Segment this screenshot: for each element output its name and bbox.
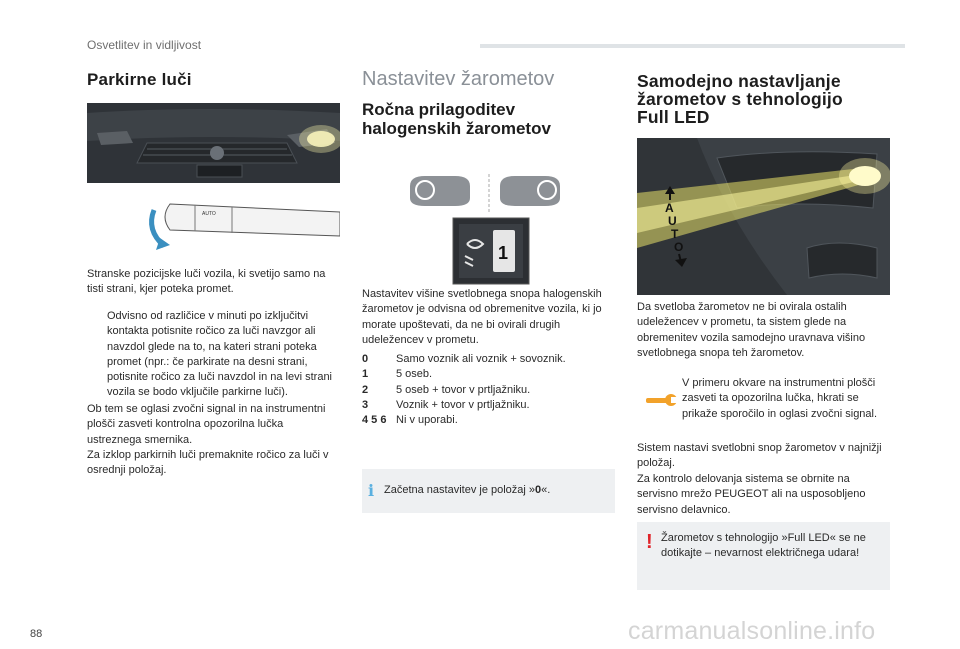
- full-led-intro: Da svetloba žarometov ne bi ovirala ostalih udeležencev v prometu, ta sistem glede na obremenitev vozila samodejno uravnava višino svetlobnega snopa teh žarometov.: [637, 301, 866, 359]
- car-front-illustration: [87, 103, 340, 183]
- wrench-icon: [644, 391, 678, 409]
- manual-adjust-intro: Nastavitev višine svetlobnega snopa halogenskih žarometov je odvisna od obremenitve vozila, ki jo morate upoštevati, da ne bi ovirali drugih udeležencev v prometu.: [362, 288, 602, 346]
- parking-lights-title: Parkirne luči: [87, 70, 192, 89]
- bullet-marker: [87, 309, 99, 401]
- level-desc: Samo voznik ali voznik + sovoznik.: [396, 353, 566, 365]
- initial-setting-text: [384, 483, 550, 498]
- level-desc: 5 oseb.: [396, 368, 433, 381]
- initial-setting-note: [362, 469, 615, 513]
- parking-lights-instruction: Odvisno od različice v minuti po izključitvi kontakta potisnite ročico za luči navzgor ali navzdol glede na to, na kateri strani poteka promet (npr.: če parkirate na desni strani, potisnite ročico za luči navzdol in na levi strani vozila se bodo vključile parkirne luči).: [107, 310, 333, 399]
- warning-icon: !: [646, 531, 653, 553]
- car-front-svg: [87, 103, 340, 183]
- level-desc: Ni v uporabi.: [396, 414, 458, 427]
- stalk-auto-label: AUTO: [202, 211, 216, 217]
- level-row-3: [362, 398, 615, 413]
- level-row-0: [362, 352, 615, 367]
- auto-letter-t: T: [671, 227, 679, 241]
- level-key: 3: [362, 398, 369, 411]
- wrench-icon-svg: [644, 391, 678, 409]
- manual-adjust-subtitle: Ročna prilagoditev halogenskih žarometov: [362, 100, 551, 138]
- auto-letter-o: O: [674, 240, 684, 254]
- level-desc: Voznik + tovor v prtljažniku.: [396, 398, 530, 411]
- electric-shock-text: Žarometov s tehnologijo »Full LED« se ne dotikajte – nevarnost električnega udara!: [661, 532, 866, 560]
- load-levels-list: [362, 352, 615, 428]
- full-led-illustration: [637, 138, 890, 295]
- auto-letter-u: U: [668, 214, 677, 228]
- parking-lights-signal: Ob tem se oglasi zvočni signal in na instrumentni plošči zasveti kontrolna opozorilna lučka ustreznega smernika.: [87, 403, 326, 446]
- note-value: 0: [535, 484, 542, 496]
- full-led-title: Samodejno nastavljanje žarometov s tehnologijo Full LED: [637, 71, 843, 127]
- headlamp-adjust-title: Nastavitev žarometov: [362, 68, 555, 90]
- headlamp-dial-illustration: [405, 172, 575, 287]
- level-key: 1: [362, 368, 369, 381]
- service-text: Za kontrolo delovanja sistema se obrnite na servisno mrežo PEUGEOT ali na usposobljeno servisno delavnico.: [637, 473, 866, 516]
- level-key: 2: [362, 383, 369, 396]
- note-prefix: Začetna nastavitev je položaj »: [384, 484, 536, 496]
- light-stalk-illustration: [140, 190, 340, 260]
- full-led-svg: [637, 138, 890, 295]
- fault-text: V primeru okvare na instrumentni plošči zasveti ta opozorilna lučka, hkrati se prikaže sporočilo in oglasi zvočni signal.: [682, 377, 878, 420]
- parking-lights-intro: Stranske pozicijske luči vozila, ki svetijo samo na tisti strani, kjer poteka promet.: [87, 268, 326, 296]
- level-desc: 5 oseb + tovor v prtljažniku.: [396, 383, 531, 396]
- page-number: 88: [30, 628, 43, 640]
- info-icon: i: [368, 481, 375, 500]
- parking-lights-off: Za izklop parkirnih luči premaknite ročico za luči v osrednji položaj.: [87, 449, 329, 477]
- watermark: carmanualsonline.info: [628, 617, 876, 645]
- light-stalk-svg: [140, 190, 340, 260]
- level-row-2: [362, 383, 615, 398]
- level-row-1: [362, 367, 615, 382]
- level-key: 0: [362, 353, 369, 365]
- level-key: 4 5 6: [362, 414, 387, 427]
- level-row-4: [362, 413, 615, 428]
- auto-letter-a: A: [665, 201, 674, 215]
- lowest-position-text: Sistem nastavi svetlobni snop žarometov v najnižji položaj.: [637, 442, 882, 470]
- section-header: Osvetlitev in vidljivost: [87, 38, 202, 52]
- electric-shock-warning: [637, 522, 890, 590]
- parking-lights-bullet: [87, 309, 340, 401]
- dial-value: 1: [498, 243, 509, 263]
- header-divider: [480, 44, 905, 48]
- headlamp-dial-svg: [405, 172, 575, 287]
- note-suffix: «.: [541, 484, 551, 496]
